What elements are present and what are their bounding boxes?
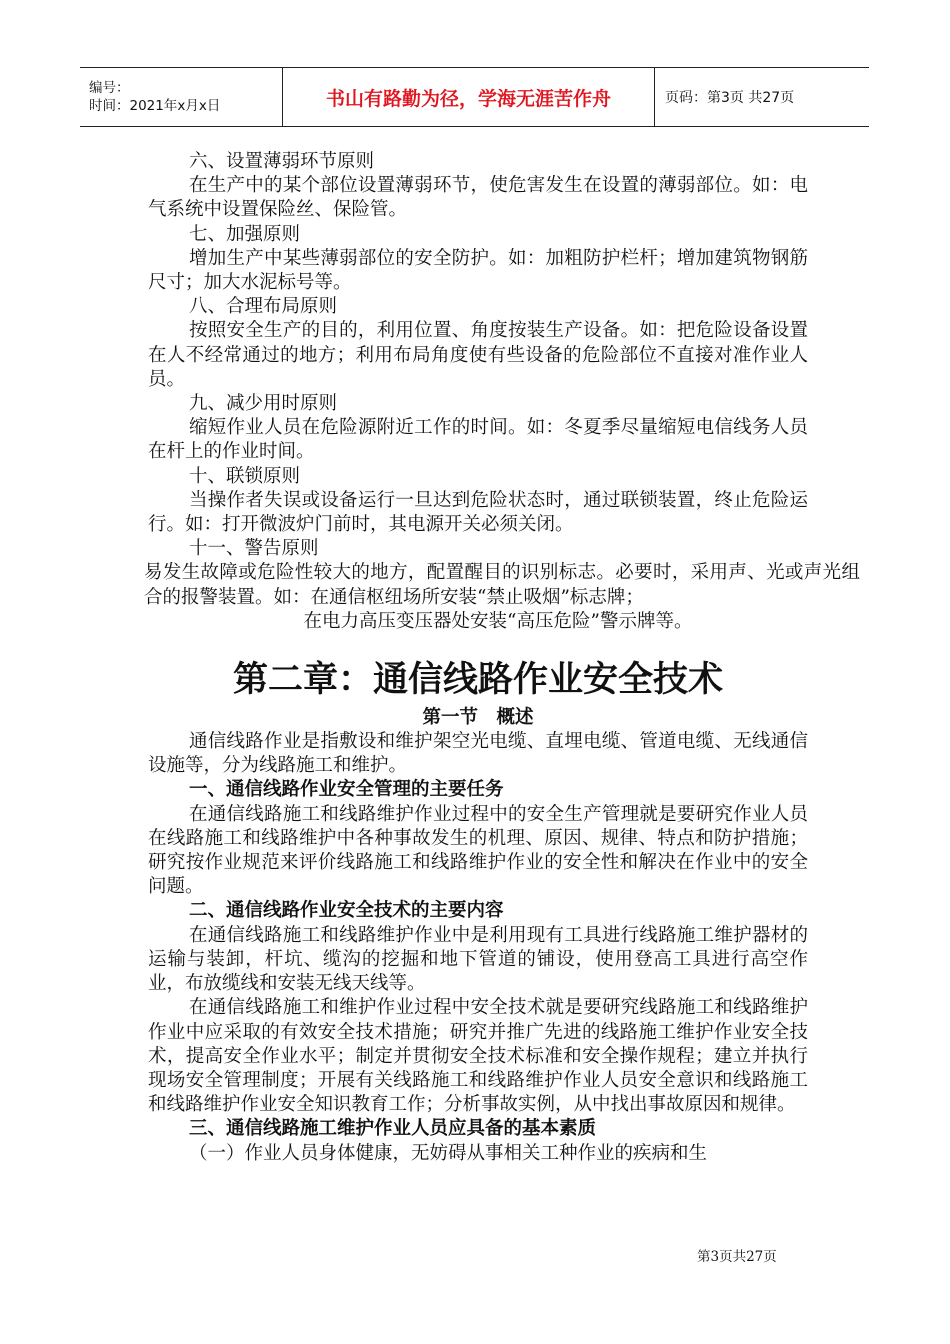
paragraph-basic-qualities: （一）作业人员身体健康，无妨碍从事相关工种作业的疾病和生: [189, 1142, 708, 1164]
heading-weak-link-principle: 六、设置薄弱环节原则: [189, 151, 375, 172]
chapter-title: 第二章：通信线路作业安全技术: [232, 660, 723, 701]
paragraph-weak-link: 在生产中的某个部位设置薄弱环节，使危害发生在设置的薄弱部位。如：电气系统中设置保险丝、保险管。: [148, 175, 808, 221]
subheading-main-content: 二、通信线路作业安全技术的主要内容: [189, 900, 504, 922]
page-header: [80, 67, 869, 127]
paragraph-reduce-time: 缩短作业人员在危险源附近工作的时间。如：冬夏季尽量缩短电信线务人员在杆上的作业时间。: [148, 417, 808, 463]
header-page-info: [655, 68, 869, 126]
paragraph-warning-continued: 在电力高压变压器处安装“高压危险”警示牌等。: [303, 610, 693, 632]
paragraph-main-content-2: 在通信线路施工和维护作业过程中安全技术就是要研究线路施工和线路维护作业中应采取的有效安全技术措施；研究并推广先进的线路施工维护作业安全技术，提高安全作业水平；制定并贯彻安全技术标准和安全操作规程；建立并执行现场安全管理制度；开展有关线路施工和线路维护作业人员安全意识和线路施工和线路维护作业安全知识教育工作；分析事故实例，从中找出事故原因和规律。: [148, 997, 808, 1116]
paragraph-strengthen: 增加生产中某些薄弱部位的安全防护。如：加粗防护栏杆；增加建筑物钢筋尺寸；加大水泥标号等。: [148, 247, 808, 294]
subheading-basic-qualities: 三、通信线路施工维护作业人员应具备的基本素质: [189, 1118, 597, 1140]
paragraph-main-tasks: 在通信线路施工和线路维护作业过程中的安全生产管理就是要研究作业人员在线路施工和线路维护中各种事故发生的机理、原因、规律、特点和防护措施；研究按作业规范来评价线路施工和线路维护作业的安全性和解决在作业中的安全问题。: [148, 803, 808, 898]
document-number-label: 编号：: [89, 80, 130, 96]
motto-text: 书山有路勤为径，学海无涯苦作舟: [325, 87, 611, 110]
subheading-main-tasks: 一、通信线路作业安全管理的主要任务: [189, 779, 504, 801]
document-date-label: 时间：2021年x月x日: [89, 98, 221, 114]
paragraph-interlock: 当操作者失误或设备运行一旦达到危险状态时，通过联锁装置，终止危险运行。如：打开微波炉门前时，其电源开关必须关闭。: [148, 489, 808, 536]
header-page-number: 页码：第3页 共27页: [665, 90, 795, 106]
header-meta: [80, 68, 282, 126]
paragraph-layout: 按照安全生产的目的，利用位置、角度按装生产设备。如：把危险设备设置在人不经常通过的地方；利用布局角度使有些设备的危险部位不直接对准作业人员。: [148, 320, 808, 390]
heading-strengthen-principle: 七、加强原则: [189, 223, 301, 245]
heading-layout-principle: 八、合理布局原则: [189, 296, 338, 318]
document-body: [144, 150, 860, 1166]
paragraph-overview: 通信线路作业是指敷设和维护架空光电缆、直埋电缆、管道电缆、无线通信设施等，分为线路施工和维护。: [148, 731, 808, 777]
footer-page-number: 第3页共27页: [697, 1249, 777, 1265]
section-title: 第一节 概述: [422, 707, 534, 729]
header-motto: [282, 68, 655, 126]
page-footer: [697, 1245, 777, 1265]
heading-interlock-principle: 十、联锁原则: [189, 465, 301, 487]
paragraph-warning: 易发生故障或危险性较大的地方，配置醒目的识别标志。必要时，采用声、光或声光组合的报警装置。如：在通信枢纽场所安装“禁止吸烟”标志牌；: [144, 562, 860, 608]
paragraph-main-content-1: 在通信线路施工和线路维护作业中是利用现有工具进行线路施工维护器材的运输与装卸，杆坑、缆沟的挖掘和地下管道的铺设，使用登高工具进行高空作业，布放缆线和安装无线天线等。: [148, 924, 808, 995]
heading-warning-principle: 十一、警告原则: [189, 538, 319, 560]
heading-reduce-time-principle: 九、减少用时原则: [189, 393, 338, 415]
